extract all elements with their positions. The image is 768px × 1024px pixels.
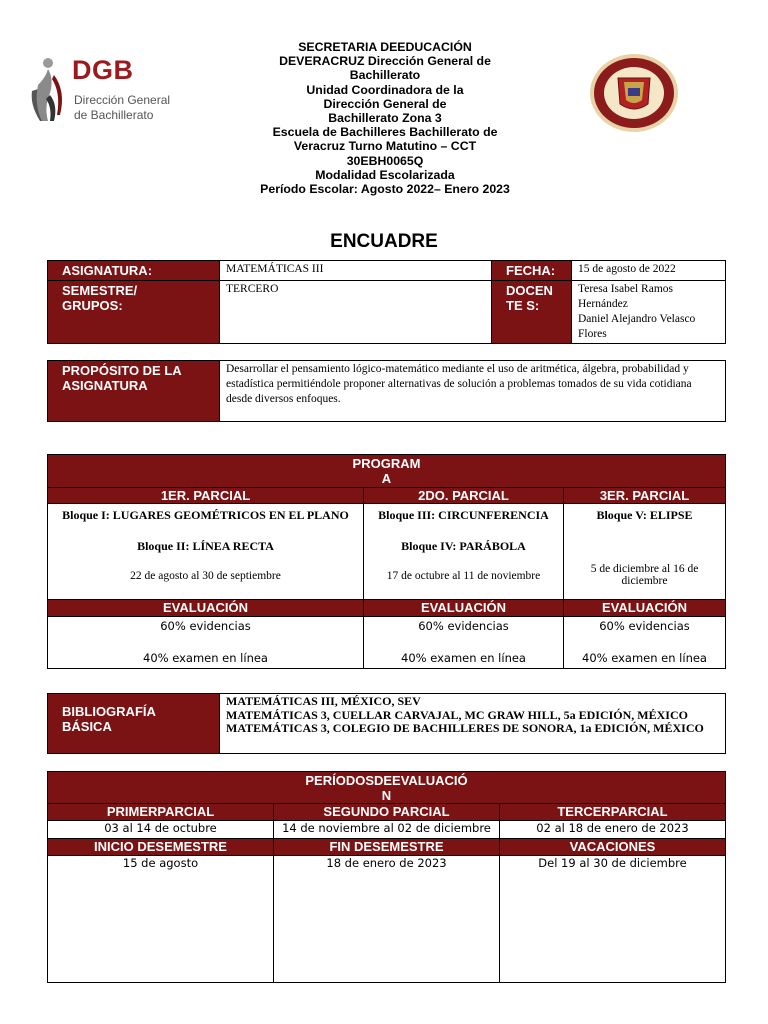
periodo-header: TERCERPARCIAL — [500, 804, 726, 821]
semestre-label-line: SEMESTRE/ — [62, 283, 138, 298]
header-line: Bachillerato Zona 3 — [328, 111, 442, 126]
page-title: ENCUADRE — [330, 231, 438, 252]
bibliografia-list — [220, 694, 726, 754]
bibliografia-item: MATEMÁTICAS 3, CUELLAR CARVAJAL, MC GRAW HILL, 5a EDICIÓN, MÉXICO — [226, 707, 688, 722]
bloque-b — [564, 539, 725, 553]
header-line: Unidad Coordinadora de la — [306, 82, 464, 97]
header-line: DEVERACRUZ Dirección General de — [279, 54, 491, 69]
bibliografia-label-line: BIBLIOGRAFÍA — [62, 704, 156, 719]
docente-line: Flores — [578, 328, 607, 340]
logo-brand: DGB — [72, 55, 134, 85]
periodos-title-line: PERÍODOSDEEVALUACIÓ — [305, 772, 468, 788]
proposito-table — [47, 360, 726, 422]
parcial-header: 2DO. PARCIAL — [364, 488, 564, 504]
programa-title — [48, 455, 726, 488]
periodo-value: 15 de agosto — [48, 856, 274, 983]
asignatura-value: MATEMÁTICAS III — [220, 261, 492, 281]
logo-line1: Dirección General — [74, 93, 171, 107]
evaluacion-header: EVALUACIÓN — [48, 600, 364, 617]
periodo-value: 18 de enero de 2023 — [274, 856, 500, 983]
periodo-value: Del 19 al 30 de diciembre — [500, 856, 726, 983]
proposito-text: Desarrollar el pensamiento lógico-matemático mediante el uso de aritmética, álgebra, probabilidad y estadística permitiéndole proponer alternativas de solución a problemas tomados de su vida cotidiana desde diversos enfoques. — [220, 361, 726, 422]
programa-title-line: PROGRAM — [352, 456, 421, 471]
logo-line2: de Bachillerato — [74, 108, 154, 122]
bloque-a: Bloque III: CIRCUNFERENCIA — [378, 508, 549, 522]
evaluacion-content — [48, 617, 364, 669]
periodo-header: FIN DESEMESTRE — [274, 839, 500, 856]
evaluacion-examen: 40% examen en línea — [143, 651, 268, 665]
parcial-content — [364, 504, 564, 600]
parcial-fecha: 22 de agosto al 30 de septiembre — [130, 570, 281, 582]
bibliografia-label — [48, 694, 220, 754]
institution-header — [250, 40, 520, 196]
school-seal-icon — [588, 52, 680, 134]
header-line: Bachillerato — [349, 68, 421, 83]
periodo-header: VACACIONES — [500, 839, 726, 856]
proposito-label — [48, 361, 220, 422]
evaluacion-header: EVALUACIÓN — [364, 600, 564, 617]
evaluacion-content — [364, 617, 564, 669]
bloque-a: Bloque I: LUGARES GEOMÉTRICOS EN EL PLANO — [62, 508, 349, 522]
parcial-content — [564, 504, 726, 600]
proposito-label-line: PROPÓSITO DE LA — [62, 363, 182, 378]
semestre-value: TERCERO — [220, 281, 492, 344]
dgb-logo — [30, 55, 180, 130]
evaluacion-content — [564, 617, 726, 669]
bibliografia-table — [47, 693, 726, 754]
docentes-label — [492, 281, 572, 344]
proposito-label-line: ASIGNATURA — [62, 378, 148, 393]
periodos-title-line: N — [381, 787, 392, 803]
parcial-fecha: 17 de octubre al 11 de noviembre — [386, 570, 541, 582]
evaluacion-examen: 40% examen en línea — [401, 651, 526, 665]
parcial-header: 1ER. PARCIAL — [48, 488, 364, 504]
parcial-fecha: 5 de diciembre al 16 de diciembre — [590, 563, 699, 587]
docentes-label-line: DOCEN — [506, 283, 553, 298]
header-line: SECRETARIA DEEDUCACIÓN — [298, 40, 472, 54]
periodo-header: SEGUNDO PARCIAL — [274, 804, 500, 821]
header-line: Modalidad Escolarizada — [315, 167, 455, 182]
periodos-table — [47, 771, 726, 983]
asignatura-label: ASIGNATURA: — [48, 261, 220, 281]
periodo-value: 14 de noviembre al 02 de diciembre — [274, 821, 500, 839]
docente-line: Hernández — [578, 298, 628, 310]
programa-title-line: A — [381, 471, 392, 486]
bloque-b: Bloque II: LÍNEA RECTA — [137, 539, 274, 553]
bibliografia-item: MATEMÁTICAS 3, COLEGIO DE BACHILLERES DE SONORA, 1a EDICIÓN, MÉXICO — [226, 721, 704, 735]
header-line: Período Escolar: Agosto 2022– Enero 2023 — [260, 182, 510, 197]
header-line: Veracruz Turno Matutino – CCT — [293, 139, 477, 154]
evaluacion-header: EVALUACIÓN — [564, 600, 726, 617]
semestre-label-line: GRUPOS: — [62, 298, 123, 313]
evaluacion-evidencias: 60% evidencias — [599, 619, 690, 633]
bloque-b: Bloque IV: PARÁBOLA — [401, 539, 526, 553]
bloque-a: Bloque V: ELIPSE — [596, 508, 693, 522]
docente-line: Daniel Alejandro Velasco — [578, 313, 696, 325]
parcial-header: 3ER. PARCIAL — [564, 488, 726, 504]
fecha-value: 15 de agosto de 2022 — [572, 261, 726, 281]
header-line: 30EBH0065Q — [346, 153, 424, 168]
semestre-label — [48, 281, 220, 344]
periodos-title — [48, 772, 726, 804]
evaluacion-evidencias: 60% evidencias — [418, 619, 509, 633]
programa-table — [47, 454, 726, 669]
evaluacion-evidencias: 60% evidencias — [160, 619, 251, 633]
docentes-label-line: TE S: — [506, 298, 540, 313]
periodo-value: 03 al 14 de octubre — [48, 821, 274, 839]
fecha-label: FECHA: — [492, 261, 572, 281]
periodo-header: INICIO DESEMESTRE — [48, 839, 274, 856]
evaluacion-examen: 40% examen en línea — [582, 651, 707, 665]
header-line: Dirección General de — [323, 96, 447, 111]
docentes-value — [572, 281, 726, 344]
bibliografia-item: MATEMÁTICAS III, MÉXICO, SEV — [226, 694, 421, 708]
parcial-content — [48, 504, 364, 600]
info-table — [47, 260, 726, 344]
periodo-header: PRIMERPARCIAL — [48, 804, 274, 821]
docente-line: Teresa Isabel Ramos — [578, 283, 673, 295]
header-line: Escuela de Bachilleres Bachillerato de — [272, 125, 498, 140]
bibliografia-label-line: BÁSICA — [62, 719, 112, 734]
periodo-value: 02 al 18 de enero de 2023 — [500, 821, 726, 839]
